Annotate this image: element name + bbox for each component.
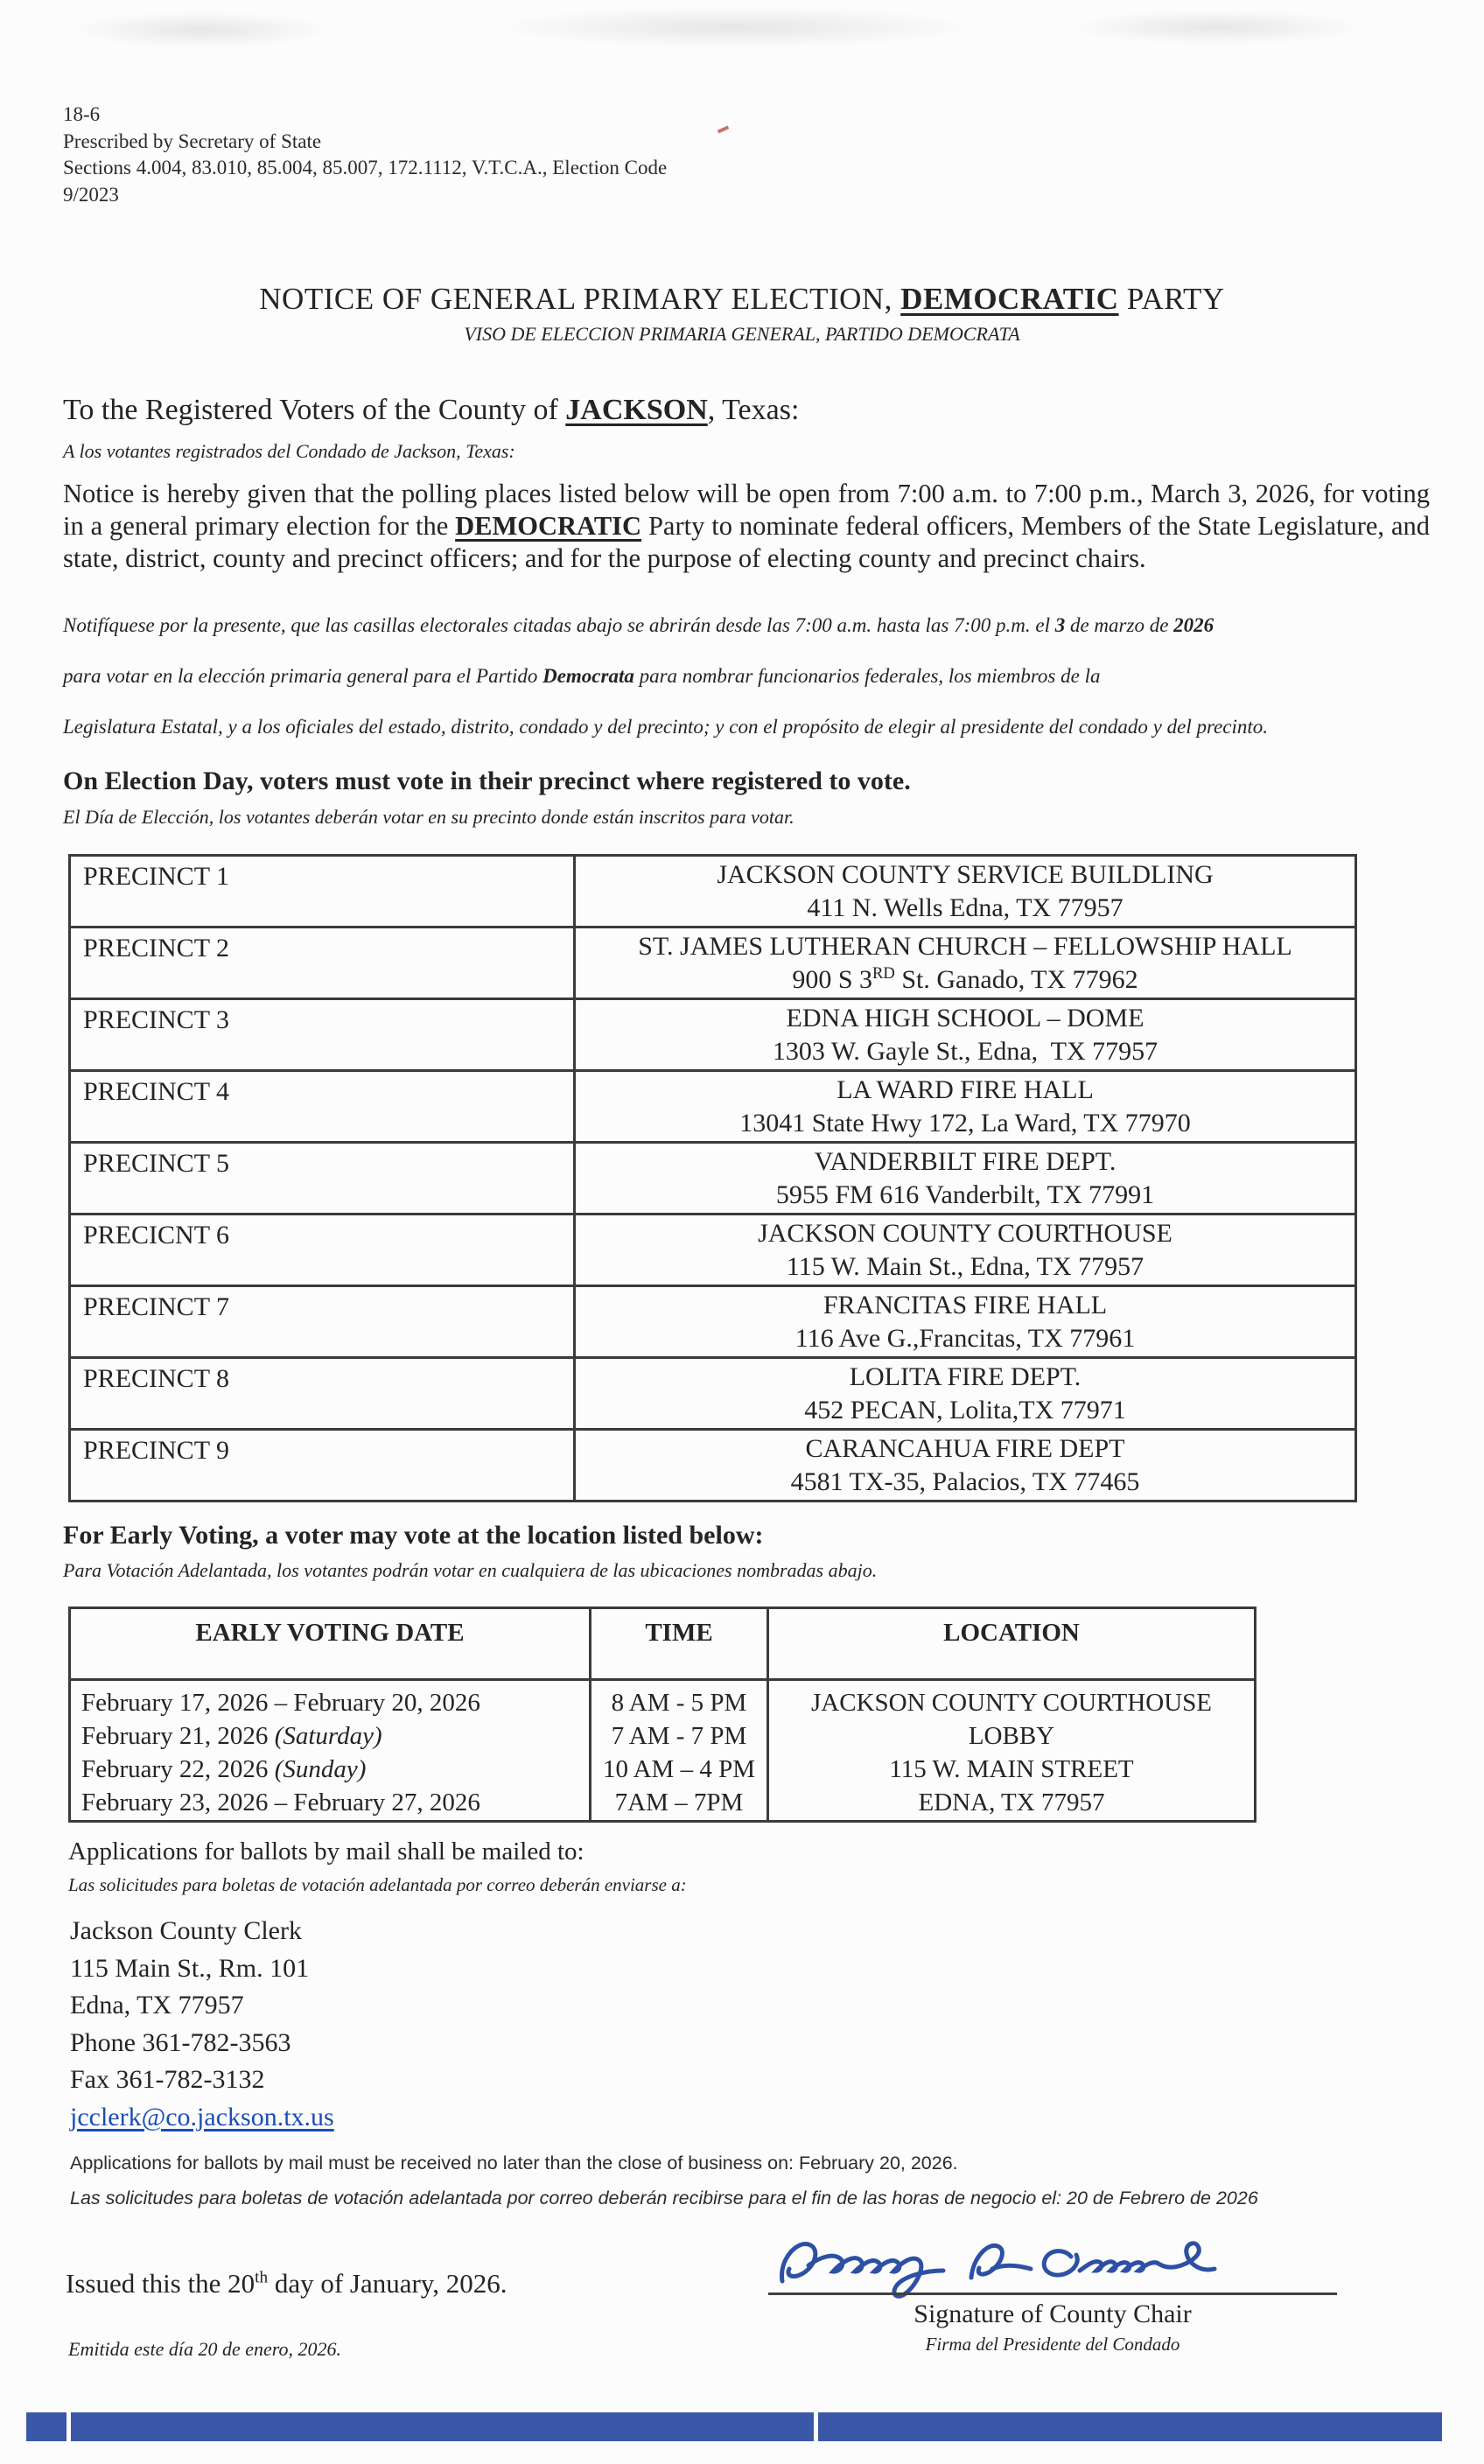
precinct-location xyxy=(575,1143,1356,1214)
date-text: February 22, 2026 xyxy=(81,1755,275,1783)
precinct-name: PRECINCT 4 xyxy=(70,1071,575,1143)
notice-spanish-line2 xyxy=(63,665,1100,688)
scan-smudge xyxy=(70,12,332,47)
precinct-name: PRECINCT 2 xyxy=(70,928,575,999)
table-row xyxy=(70,1358,1356,1430)
address-text: St. Ganado, TX 77962 xyxy=(894,965,1138,994)
issued-text-after: day of January, 2026. xyxy=(268,2268,508,2299)
location-line: JACKSON COUNTY COURTHOUSE xyxy=(811,1689,1212,1717)
recipient-fax: Fax 361-782-3132 xyxy=(70,2065,265,2094)
notice-es-text: de marzo de xyxy=(1065,614,1174,636)
clerk-email-link[interactable]: jcclerk@co.jackson.tx.us xyxy=(70,2102,334,2132)
table-row xyxy=(70,1143,1356,1214)
precinct-name: PRECINCT 1 xyxy=(70,856,575,928)
location-address: 1303 W. Gayle St., Edna, TX 77957 xyxy=(772,1037,1158,1066)
signature-line xyxy=(768,2292,1337,2295)
early-voting-heading-spanish: Para Votación Adelantada, los votantes podrán votar en cualquiera de las ubicaciones nombradas abajo. xyxy=(63,1559,878,1581)
location-address: 13041 State Hwy 172, La Ward, TX 77970 xyxy=(739,1109,1191,1138)
page-title xyxy=(0,282,1484,317)
precinct-name: PRECINCT 3 xyxy=(70,999,575,1071)
table-header-row xyxy=(70,1608,1256,1680)
precinct-location xyxy=(575,1430,1356,1502)
scan-smudge xyxy=(1068,10,1365,44)
notice-spanish-line3: Legislatura Estatal, y a los oficiales del estado, distrito, condado y del precinto; y con el propósito de elegir al presidente del condado y del precinto. xyxy=(63,716,1269,738)
location-address: 5955 FM 616 Vanderbilt, TX 77991 xyxy=(775,1180,1155,1209)
date-text: February 21, 2026 xyxy=(81,1722,275,1750)
recipient-name: Jackson County Clerk xyxy=(70,1916,302,1945)
recipient-street: 115 Main St., Rm. 101 xyxy=(70,1953,310,1983)
date-range xyxy=(81,1786,589,1819)
early-voting-table xyxy=(68,1606,1256,1823)
precinct-location xyxy=(575,1286,1356,1358)
salutation-spanish: A los votantes registrados del Condado de Jackson, Texas: xyxy=(63,440,515,462)
notice-es-text: para votar en la elección primaria general para el Partido xyxy=(63,665,543,687)
date-note: (Saturday) xyxy=(274,1722,382,1750)
location-name: FRANCITAS FIRE HALL xyxy=(822,1291,1108,1320)
mail-deadline-spanish: Las solicitudes para boletas de votación adelantada por correo deberán recibirse para el fin de las horas de negocio el: 20 de Febrero de 2026 xyxy=(70,2188,1258,2208)
time-range: 7 AM - 7 PM xyxy=(611,1722,747,1750)
precinct-location xyxy=(575,928,1356,999)
table-row xyxy=(70,999,1356,1071)
date-range xyxy=(81,1753,589,1786)
code-sections: Sections 4.004, 83.010, 85.004, 85.007, 172.1112, V.T.C.A., Election Code xyxy=(63,157,668,178)
table-row xyxy=(70,928,1356,999)
scan-artifact-gap xyxy=(66,2412,71,2441)
mail-deadline: Applications for ballots by mail must be received no later than the close of business on: February 20, 2026. xyxy=(70,2152,958,2174)
notice-es-bold-year: 2026 xyxy=(1173,614,1214,636)
date-text: February 23, 2026 – February 27, 2026 xyxy=(81,1788,480,1816)
time-range: 7AM – 7PM xyxy=(614,1788,744,1816)
location-name: ST. JAMES LUTHERAN CHURCH – FELLOWSHIP HALL xyxy=(638,932,1292,961)
date-note: (Sunday) xyxy=(274,1755,367,1783)
location-line: 115 W. MAIN STREET xyxy=(889,1755,1134,1783)
date-range xyxy=(81,1719,589,1753)
early-voting-location xyxy=(768,1680,1256,1822)
precinct-name: PRECINCT 7 xyxy=(70,1286,575,1358)
precinct-polling-table xyxy=(68,854,1357,1502)
precinct-location xyxy=(575,856,1356,928)
precinct-name: PRECICNT 6 xyxy=(70,1214,575,1286)
scan-artifact-bar xyxy=(26,2412,1442,2441)
salutation-text: To the Registered Voters of the County of xyxy=(63,394,566,426)
time-range: 10 AM – 4 PM xyxy=(602,1755,756,1783)
table-row xyxy=(70,1680,1256,1822)
form-header xyxy=(63,102,667,208)
recipient-phone: Phone 361-782-3563 xyxy=(70,2027,291,2057)
location-address xyxy=(577,963,1354,997)
notice-spanish-line1 xyxy=(63,614,1214,637)
address-text: 900 S 3 xyxy=(792,965,873,994)
location-name: EDNA HIGH SCHOOL – DOME xyxy=(786,1004,1144,1032)
title-text: NOTICE OF GENERAL PRIMARY ELECTION, xyxy=(259,282,901,316)
signature-label: Signature of County Chair xyxy=(914,2300,1192,2328)
column-header-date: EARLY VOTING DATE xyxy=(70,1608,591,1680)
red-pen-mark xyxy=(718,126,730,134)
precinct-name: PRECINCT 8 xyxy=(70,1358,575,1430)
precinct-name: PRECINCT 5 xyxy=(70,1143,575,1214)
location-name: JACKSON COUNTY COURTHOUSE xyxy=(758,1219,1172,1248)
notice-party-name: DEMOCRATIC xyxy=(455,511,642,541)
early-voting-dates xyxy=(70,1680,591,1822)
table-row xyxy=(70,1071,1356,1143)
date-range xyxy=(81,1686,589,1719)
early-voting-times xyxy=(591,1680,768,1822)
precinct-location xyxy=(575,999,1356,1071)
location-address: 115 W. Main St., Edna, TX 77957 xyxy=(786,1252,1144,1281)
precinct-name: PRECINCT 9 xyxy=(70,1430,575,1502)
county-name: JACKSON xyxy=(565,394,708,426)
mail-ballots-heading: Applications for ballots by mail shall be mailed to: xyxy=(68,1838,584,1866)
location-name: LOLITA FIRE DEPT. xyxy=(849,1362,1082,1391)
table-row xyxy=(70,1214,1356,1286)
issued-statement-spanish: Emitida este día 20 de enero, 2026. xyxy=(68,2338,342,2360)
notice-text-after: Party to nominate federal officers, Members of the State Legislature, and state, district, county and precinct officers; and for the purpose of electing county and precinct chairs. xyxy=(63,511,1430,573)
notice-paragraph xyxy=(63,478,1430,575)
location-name: JACKSON COUNTY SERVICE BUILDLING xyxy=(717,860,1214,889)
signature-label-spanish: Firma del Presidente del Condado xyxy=(925,2334,1180,2355)
notice-text: Notice is hereby given that the polling places listed below will be open from 7:00 a.m. to 7:00 p.m., March 3, 2026, for voting in a general primary election for the xyxy=(63,479,1430,541)
salutation xyxy=(63,394,799,427)
precinct-location xyxy=(575,1358,1356,1430)
location-name: VANDERBILT FIRE DEPT. xyxy=(814,1147,1116,1176)
table-row xyxy=(70,1430,1356,1502)
notice-es-bold-party: Democrata xyxy=(542,665,634,687)
prescribed-by: Prescribed by Secretary of State xyxy=(63,130,322,152)
scan-artifact-gap xyxy=(814,2412,818,2441)
location-name: CARANCAHUA FIRE DEPT xyxy=(805,1434,1125,1463)
early-voting-heading: For Early Voting, a voter may vote at the location listed below: xyxy=(63,1521,764,1550)
election-day-heading-spanish: El Día de Elección, los votantes deberán votar en su precinto donde están inscritos para votar. xyxy=(63,806,794,828)
title-text-after: PARTY xyxy=(1118,282,1225,316)
salutation-text-after: , Texas: xyxy=(707,394,800,426)
handwritten-signature-ink xyxy=(763,2227,1270,2301)
location-address: 411 N. Wells Edna, TX 77957 xyxy=(807,893,1124,922)
location-name: LA WARD FIRE HALL xyxy=(836,1075,1094,1104)
page-subtitle-spanish: VISO DE ELECCION PRIMARIA GENERAL, PARTIDO DEMOCRATA xyxy=(464,323,1020,345)
notice-es-bold-day: 3 xyxy=(1054,614,1066,636)
precinct-location xyxy=(575,1214,1356,1286)
title-party-name: DEMOCRATIC xyxy=(900,282,1119,316)
time-range: 8 AM - 5 PM xyxy=(611,1689,747,1717)
notice-es-text: Notifíquese por la presente, que las casillas electorales citadas abajo se abrirán desde las 7:00 a.m. hasta las 7:00 p.m. el xyxy=(63,614,1055,636)
precinct-location xyxy=(575,1071,1356,1143)
election-day-heading: On Election Day, voters must vote in their precinct where registered to vote. xyxy=(63,766,911,795)
mail-ballots-heading-spanish: Las solicitudes para boletas de votación adelantada por correo deberán enviarse a: xyxy=(68,1874,687,1895)
issued-ordinal-suffix: th xyxy=(255,2268,269,2287)
location-address: 116 Ave G.,Francitas, TX 77961 xyxy=(794,1324,1136,1353)
issued-text: Issued this the 20 xyxy=(66,2268,256,2299)
scan-smudge xyxy=(490,7,980,47)
location-line: LOBBY xyxy=(968,1722,1055,1750)
table-row xyxy=(70,1286,1356,1358)
location-line: EDNA, TX 77957 xyxy=(918,1788,1105,1816)
recipient-city: Edna, TX 77957 xyxy=(70,1991,244,2020)
location-address: 4581 TX-35, Palacios, TX 77465 xyxy=(790,1467,1140,1496)
column-header-time: TIME xyxy=(591,1608,768,1680)
address-ordinal-suffix: RD xyxy=(872,964,895,983)
table-row xyxy=(70,856,1356,928)
issued-statement xyxy=(66,2268,508,2300)
revision-date: 9/2023 xyxy=(63,183,119,206)
location-address: 452 PECAN, Lolita,TX 77971 xyxy=(804,1396,1126,1424)
date-text: February 17, 2026 – February 20, 2026 xyxy=(81,1689,480,1717)
column-header-location: LOCATION xyxy=(768,1608,1256,1680)
form-number: 18-6 xyxy=(63,103,101,125)
mail-recipient-block xyxy=(70,1913,334,2136)
notice-es-text: para nombrar funcionarios federales, los miembros de la xyxy=(634,665,1101,687)
